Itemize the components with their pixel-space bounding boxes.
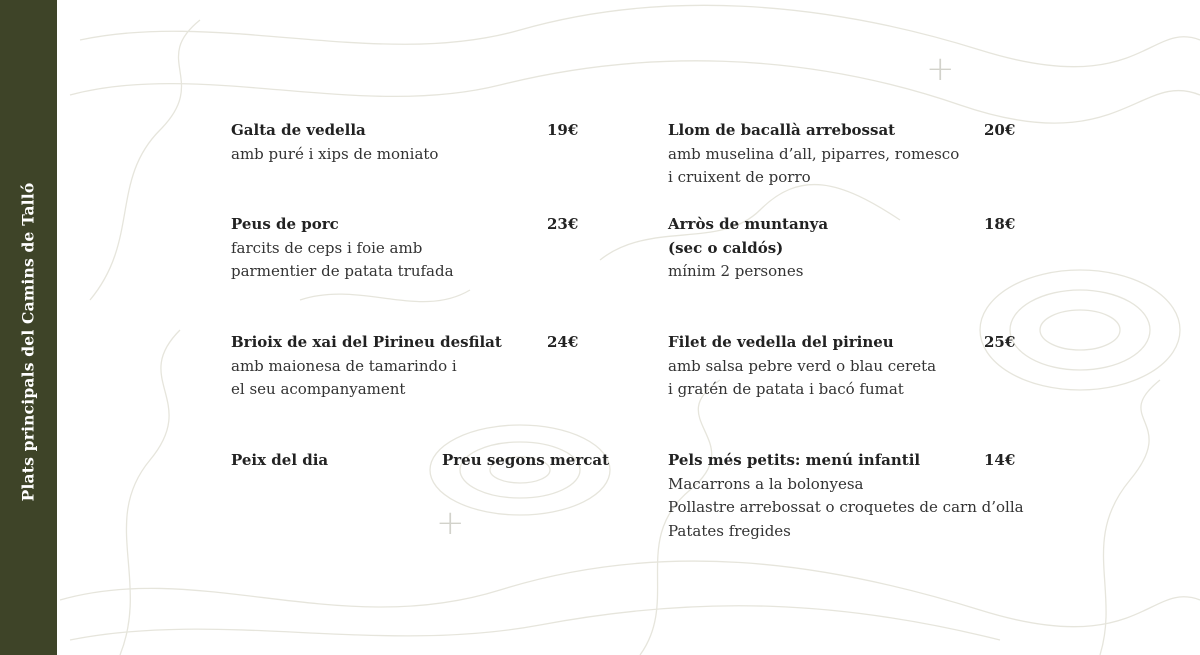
- plus-decoration-top: +: [926, 49, 955, 89]
- dish-description: amb salsa pebre verd o blau cereta: [668, 356, 937, 375]
- menu-item-galta-de-vedella: [231, 119, 581, 166]
- dish-price: 18€: [984, 215, 1016, 233]
- dish-name: Peix del dia: [231, 451, 329, 469]
- dish-price: 19€: [547, 121, 579, 139]
- sidebar: [0, 0, 57, 655]
- dish-name: Arròs de muntanya: [668, 215, 829, 233]
- dish-name-subtitle: (sec o caldós): [668, 238, 784, 257]
- dish-name: Pels més petits: menú infantil: [668, 451, 921, 469]
- menu-item-menu-infantil: [668, 449, 1088, 543]
- dish-price: 24€: [547, 333, 579, 351]
- dish-description: i gratén de patata i bacó fumat: [668, 380, 904, 398]
- dish-price: Preu segons mercat: [442, 451, 610, 469]
- dish-description: Pollastre arrebossat o croquetes de carn d’olla: [668, 498, 1024, 516]
- dish-description: Macarrons a la bolonyesa: [668, 474, 864, 493]
- menu-item-filet-de-vedella: [668, 331, 1048, 402]
- dish-name: Brioix de xai del Pirineu desfilat: [231, 333, 502, 351]
- dish-description: amb maionesa de tamarindo i: [231, 356, 457, 375]
- dish-description: farcits de ceps i foie amb: [231, 238, 423, 257]
- dish-description: parmentier de patata trufada: [231, 262, 454, 280]
- menu-item-peix-del-dia: [231, 449, 610, 473]
- dish-price: 25€: [984, 333, 1016, 351]
- dish-description: i cruixent de porro: [668, 168, 811, 186]
- dish-description: amb puré i xips de moniato: [231, 144, 439, 163]
- dish-price: 20€: [984, 121, 1016, 139]
- dish-description: Patates fregides: [668, 521, 791, 540]
- dish-description: amb muselina d’all, piparres, romesco: [668, 144, 960, 163]
- dish-price: 23€: [547, 215, 579, 233]
- dish-name: Galta de vedella: [231, 121, 366, 139]
- dish-name: Filet de vedella del pirineu: [668, 333, 894, 351]
- menu-item-brioix-de-xai: [231, 331, 581, 402]
- dish-name: Llom de bacallà arrebossat: [668, 121, 896, 139]
- sidebar-title: Plats principals del Camins de Talló: [18, 182, 38, 502]
- dish-description: el seu acompanyament: [231, 380, 406, 398]
- dish-price: 14€: [984, 451, 1016, 469]
- menu-item-llom-de-bacalla: [668, 119, 1048, 190]
- dish-description: mínim 2 persones: [668, 262, 804, 280]
- dish-name: Peus de porc: [231, 215, 339, 233]
- plus-decoration-bottom: +: [436, 503, 465, 543]
- menu-item-arros-de-muntanya: [668, 213, 1048, 284]
- menu-item-peus-de-porc: [231, 213, 581, 284]
